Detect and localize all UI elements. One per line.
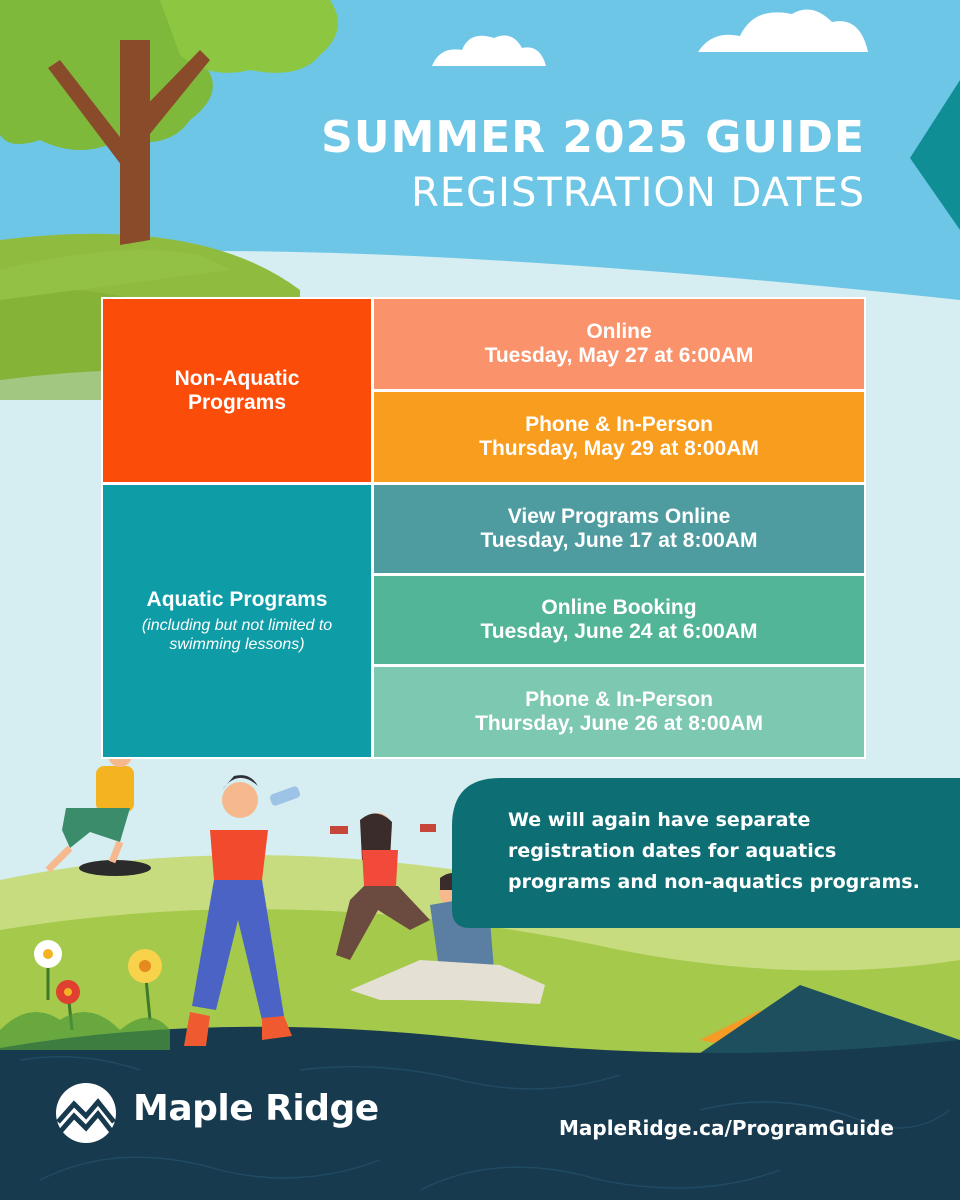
row-date: Thursday, June 26 at 8:00AM (475, 712, 763, 735)
aquatic-label: Aquatic Programs (146, 588, 328, 611)
maple-ridge-brand: Maple Ridge (133, 1088, 379, 1129)
registration-dates-subtitle: REGISTRATION DATES (411, 170, 865, 216)
aquatic-view-online-cell (374, 485, 864, 573)
aquatic-note: (including but not limited to swimming lessons) (141, 617, 333, 653)
program-guide-link[interactable]: MapleRidge.ca/ProgramGuide (558, 1116, 894, 1140)
row-title: Online Booking (541, 596, 697, 619)
row-date: Thursday, May 29 at 8:00AM (479, 437, 759, 460)
non-aquatic-label: Non-Aquatic Programs (174, 366, 300, 414)
row-title: Online (586, 320, 652, 343)
guide-title: SUMMER 2025 GUIDE (321, 112, 865, 163)
maple-ridge-logo-icon (52, 1082, 120, 1144)
registration-schedule-table (101, 297, 866, 759)
row-title: Phone & In-Person (525, 413, 713, 436)
row-title: Phone & In-Person (525, 688, 713, 711)
row-date: Tuesday, June 17 at 8:00AM (480, 529, 758, 552)
separate-dates-message: We will again have separate registration dates for aquatics programs and non-aquatics programs. (508, 809, 920, 893)
aquatic-phone-cell (374, 667, 864, 757)
row-date: Tuesday, May 27 at 6:00AM (484, 344, 754, 367)
aquatic-online-booking-cell (374, 576, 864, 664)
non-aquatic-online-cell (374, 299, 864, 389)
row-title: View Programs Online (507, 505, 731, 528)
aquatic-programs-cell (103, 485, 371, 757)
non-aquatic-phone-cell (374, 392, 864, 482)
non-aquatic-programs-cell (103, 299, 371, 482)
row-date: Tuesday, June 24 at 6:00AM (480, 620, 758, 643)
